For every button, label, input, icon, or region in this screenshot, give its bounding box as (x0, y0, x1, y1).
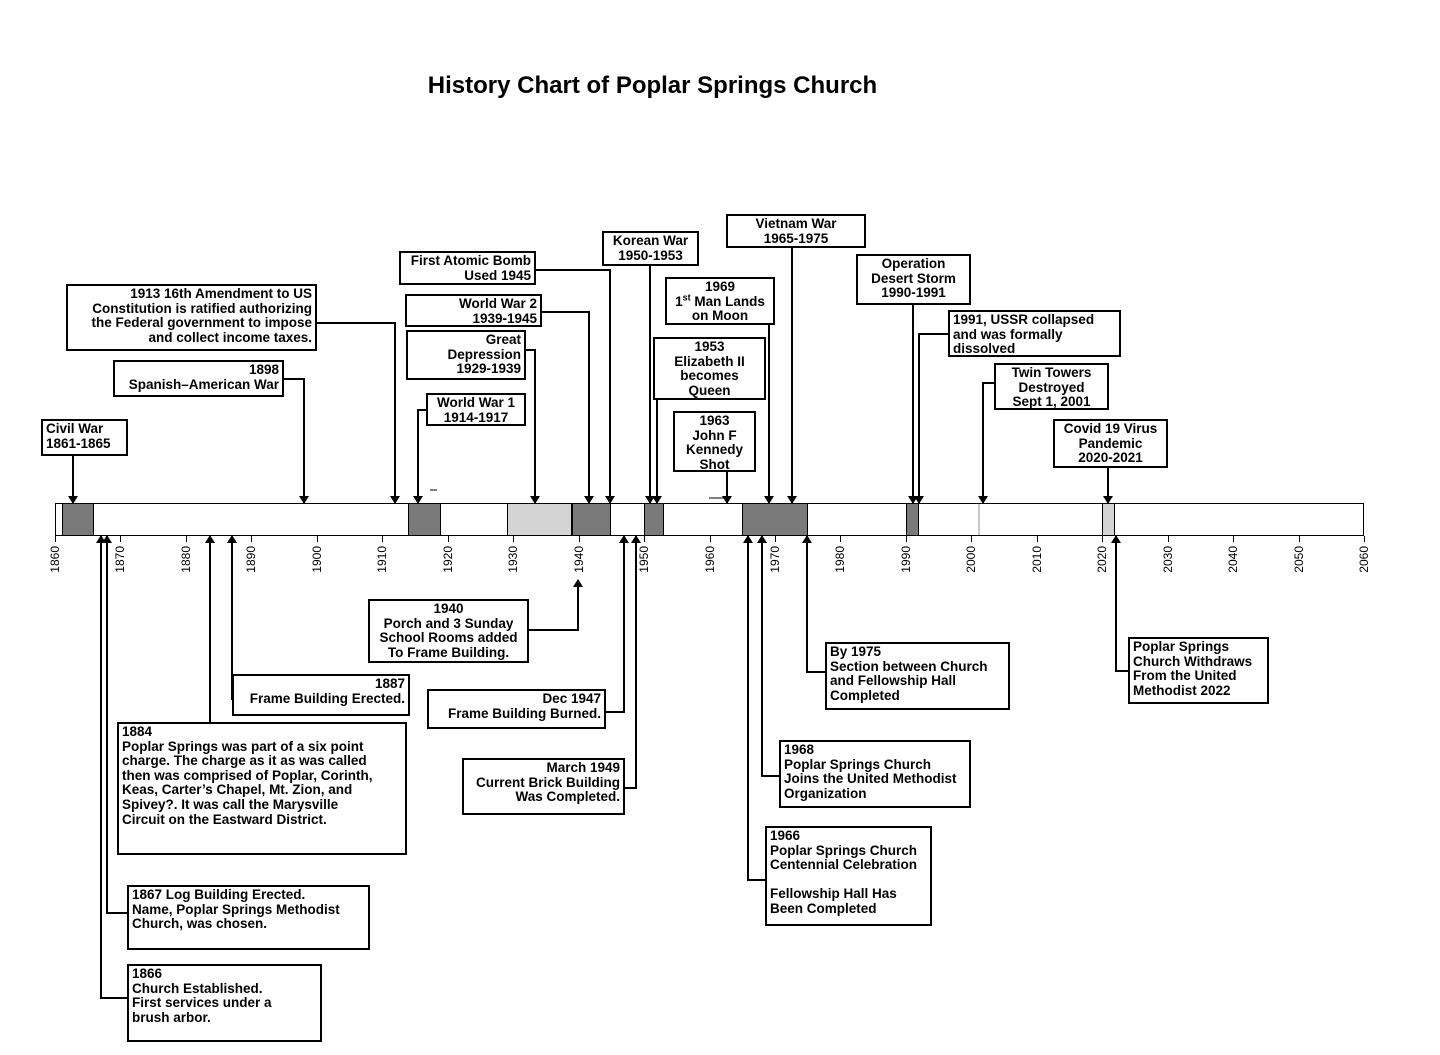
event-text-line: Name, Poplar Springs Methodist (132, 901, 340, 917)
event-text-line: Poplar Springs Church (770, 842, 918, 858)
event-text-line: First services under a (132, 995, 272, 1011)
event-text-line: Great (485, 332, 521, 347)
event-text-line: Desert Storm (871, 270, 956, 286)
axis-tick (251, 536, 252, 542)
event-great-depression (406, 330, 526, 380)
arrow-porch-1940 (529, 580, 578, 630)
event-text-line: 1861-1865 (46, 435, 111, 451)
event-text-line: Poplar Springs was part of a six point (122, 738, 364, 754)
axis-tick (971, 536, 972, 542)
event-text-line: Church Established. (132, 980, 263, 996)
event-text-line: Porch and 3 Sunday (383, 615, 514, 631)
event-established-1866 (127, 964, 322, 1042)
event-text-line: Fellowship Hall Has (770, 886, 897, 902)
event-text-line: 1867 Log Building Erected. (132, 887, 306, 902)
axis-tick-label: 1870 (113, 546, 128, 573)
axis-tick-label: 2000 (964, 546, 979, 573)
period-block (408, 504, 441, 535)
axis-tick-label: 1910 (375, 546, 390, 573)
event-text-line: then was comprised of Poplar, Corinth, (122, 767, 373, 783)
event-vietnam-war (726, 214, 866, 248)
period-block (742, 504, 807, 535)
event-united-methodist-1968 (779, 740, 971, 808)
event-text-line: becomes (680, 368, 739, 384)
event-centennial-1966 (765, 826, 932, 926)
event-text-line: Destroyed (1018, 379, 1085, 395)
axis-tick (1233, 536, 1234, 542)
event-elizabeth-queen (653, 337, 766, 400)
axis-tick-label: 1940 (571, 546, 586, 573)
axis-tick-label: 1970 (767, 546, 782, 573)
axis-tick-label: 2060 (1357, 546, 1371, 573)
axis-tick (382, 536, 383, 542)
event-text-line: Depression (447, 346, 521, 362)
axis-tick-label: 2010 (1029, 546, 1044, 573)
arrow-first-atomic-bomb (536, 270, 610, 503)
event-text-line: 1966 (770, 828, 801, 843)
event-text-line: Operation (881, 256, 946, 271)
event-text-line: Sept 1, 2001 (1012, 394, 1091, 410)
event-text-line: Poplar Springs Church (784, 756, 932, 772)
event-burned-1947 (427, 689, 606, 729)
event-text-line: Korean War (612, 233, 689, 248)
arrow-great-depression (526, 350, 535, 503)
axis-tick-label: 1990 (898, 546, 913, 573)
event-text-line: Methodist 2022 (1133, 682, 1231, 698)
event-covid-19 (1053, 419, 1168, 468)
axis-tick (186, 536, 187, 542)
arrow-burned-1947 (606, 536, 624, 712)
event-text-line: March 1949 (546, 760, 620, 775)
event-text-line: 1969 (704, 279, 736, 294)
event-text-line: Pandemic (1078, 435, 1143, 451)
event-text-line: Shot (699, 456, 730, 472)
event-text-line: Vietnam War (755, 216, 837, 231)
period-block (572, 504, 611, 535)
event-text-line: School Rooms added (379, 630, 518, 646)
event-text-line: First Atomic Bomb (410, 253, 531, 268)
event-text-line: Been Completed (770, 900, 877, 916)
event-text-line: 1884 (122, 724, 153, 739)
event-text-line: 1950-1953 (618, 247, 683, 263)
event-text-line: 2020-2021 (1078, 450, 1143, 466)
event-withdraws-2022 (1128, 637, 1269, 704)
event-text-line: Civil War (46, 421, 104, 436)
axis-tick (1364, 536, 1365, 542)
event-text-line: Church, was chosen. (132, 916, 268, 932)
event-text-line: 1990-1991 (881, 285, 946, 301)
event-text-line: Joins the United Methodist (784, 771, 957, 787)
axis-tick-label: 1920 (440, 546, 455, 573)
axis-tick (644, 536, 645, 542)
event-text-line: 1913 16th Amendment to US (130, 286, 312, 301)
event-brick-building-1949 (462, 758, 625, 815)
event-text-line (770, 873, 927, 888)
axis-tick-label: 1890 (244, 546, 259, 573)
event-text-line: dissolved (953, 341, 1016, 357)
event-text-line: 1963 (699, 413, 730, 428)
period-block (62, 504, 95, 535)
axis-tick (55, 536, 56, 542)
event-spanish-american-war (113, 360, 284, 397)
event-text-line: Current Brick Building (475, 774, 620, 790)
event-frame-building-1887 (232, 674, 410, 716)
event-text-line: brush arbor. (132, 1009, 211, 1025)
event-text-line: 1887 (374, 676, 405, 691)
axis-tick-label: 1950 (637, 546, 652, 573)
event-text-line: Used 1945 (464, 267, 531, 283)
event-moon-landing (665, 277, 775, 325)
event-text-line: 1991, USSR collapsed (953, 312, 1095, 327)
event-text-line: World War 1 (436, 395, 515, 410)
event-text-line: Circuit on the Eastward District. (122, 811, 327, 827)
event-text-line: Church Withdraws (1133, 653, 1253, 669)
event-section-1975 (825, 642, 1010, 710)
event-text-line: John F (692, 427, 737, 443)
axis-tick (448, 536, 449, 542)
event-text-line: Constitution is ratified authorizing (92, 300, 312, 316)
event-text-line: Centennial Celebration (770, 857, 918, 873)
event-text-line: Completed (830, 687, 900, 703)
event-text-line: Kennedy (685, 442, 743, 458)
axis-tick (840, 536, 841, 542)
event-text-line: 1940 (433, 601, 464, 616)
event-log-building-1867 (127, 885, 370, 950)
event-desert-storm (856, 254, 971, 305)
event-text-line: 1866 (132, 966, 163, 981)
event-twin-towers (994, 363, 1109, 410)
event-text-line: 1929-1939 (456, 361, 521, 377)
event-text-line: Spivey?. It was call the Marysville (122, 796, 339, 812)
event-text-line: 1968 (784, 742, 815, 757)
event-text-line: Dec 1947 (542, 691, 601, 706)
axis-tick (1299, 536, 1300, 542)
event-text-line: and was formally (953, 326, 1063, 342)
event-world-war-1 (426, 393, 526, 426)
axis-tick (775, 536, 776, 542)
event-text-line: 1939-1945 (472, 310, 537, 326)
arrow-ussr-dissolved (919, 334, 948, 503)
axis-tick-label: 1860 (48, 546, 62, 573)
axis-tick-label: 1900 (309, 546, 324, 573)
event-korean-war (602, 231, 699, 266)
period-block (644, 504, 664, 535)
event-text-line: Section between Church (830, 658, 988, 674)
axis-tick-label: 1930 (506, 546, 521, 573)
axis-tick (513, 536, 514, 542)
axis-tick (1168, 536, 1169, 542)
arrow-twin-towers (983, 383, 994, 503)
event-text-line: Queen (688, 382, 731, 398)
event-text-line: on Moon (691, 308, 749, 324)
event-text-line: Spanish–American War (128, 376, 279, 392)
arrow-section-1975 (807, 536, 825, 672)
event-porch-1940 (368, 599, 529, 663)
period-block (906, 504, 919, 535)
axis-tick (710, 536, 711, 542)
event-text-line: Was Completed. (515, 789, 620, 805)
period-block (978, 504, 981, 535)
axis-tick-label: 1960 (702, 546, 717, 573)
arrow-withdraws-2022 (1116, 536, 1128, 671)
event-text-line: and Fellowship Hall (830, 673, 957, 689)
event-text-line: and collect income taxes. (148, 329, 312, 345)
event-text-line: Frame Building Burned. (447, 705, 601, 721)
arrow-spanish-american-war (284, 379, 304, 503)
event-text-line: 1898 (248, 362, 279, 377)
axis-tick-label: 2050 (1291, 546, 1306, 573)
axis-tick (906, 536, 907, 542)
event-six-point-charge-1884 (117, 722, 407, 855)
event-civil-war (41, 419, 128, 456)
arrow-centennial-1966 (748, 536, 765, 880)
event-16th-amendment (66, 284, 317, 351)
event-text-line: Covid 19 Virus (1063, 421, 1158, 436)
chart-title: History Chart of Poplar Springs Church (427, 72, 878, 99)
event-world-war-2 (405, 294, 542, 327)
axis-tick (317, 536, 318, 542)
period-block (507, 504, 572, 535)
arrow-16th-amendment (317, 323, 395, 503)
event-text-line: Organization (784, 785, 867, 801)
axis-tick (1102, 536, 1103, 542)
axis-tick (120, 536, 121, 542)
event-text-line: 1965-1975 (763, 230, 829, 246)
axis-tick (579, 536, 580, 542)
arrow-world-war-2 (542, 312, 589, 503)
event-text-line: Poplar Springs (1133, 639, 1230, 654)
event-text-line: To Frame Building. (387, 644, 510, 660)
event-text-line: 1953 (694, 339, 725, 354)
event-text-line: World War 2 (458, 296, 537, 311)
event-text-line: charge. The charge as it as was called (122, 753, 367, 769)
event-text-line: the Federal government to impose (91, 315, 312, 331)
period-block (1102, 504, 1115, 535)
axis-tick-label: 1880 (178, 546, 193, 573)
event-text-line: From the United (1133, 668, 1237, 684)
event-text-line: 1st Man Lands (675, 292, 765, 309)
event-ussr-dissolved (948, 310, 1121, 357)
event-text-line: Twin Towers (1011, 365, 1092, 380)
event-text-line: Keas, Carter’s Chapel, Mt. Zion, and (122, 782, 353, 798)
event-text-line: Elizabeth II (674, 353, 745, 369)
arrow-world-war-1 (418, 410, 426, 503)
timeline-bar (55, 503, 1364, 536)
event-first-atomic-bomb (399, 251, 536, 285)
axis-tick-label: 2020 (1095, 546, 1110, 573)
axis-tick (1037, 536, 1038, 542)
event-text-line: Frame Building Erected. (249, 690, 405, 706)
axis-tick-label: 2040 (1226, 546, 1241, 573)
arrow-brick-building-1949 (625, 536, 636, 788)
event-jfk-shot (673, 411, 756, 472)
axis-tick-label: 2030 (1160, 546, 1175, 573)
event-text-line: By 1975 (830, 644, 882, 659)
axis-tick-label: 1980 (833, 546, 848, 573)
event-text-line: 1914-1917 (443, 409, 509, 425)
